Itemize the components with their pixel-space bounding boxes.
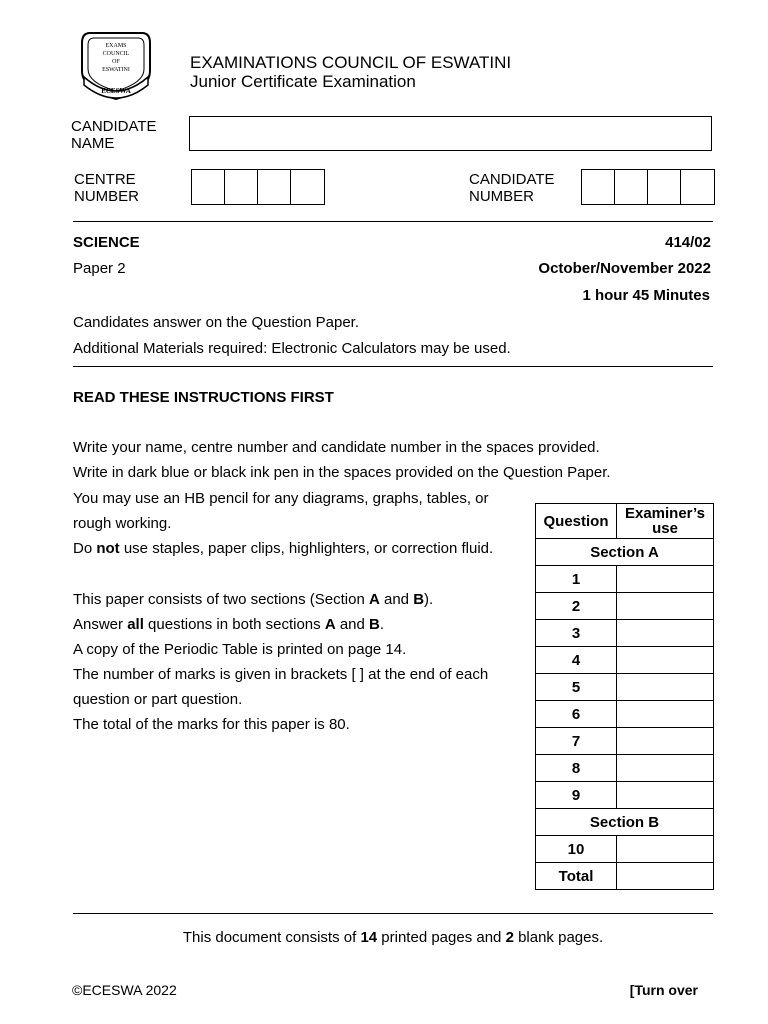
question-number: 3 [536, 620, 617, 647]
question-number: 4 [536, 647, 617, 674]
instruction-line: Write your name, centre number and candidate number in the spaces provided. [73, 439, 600, 456]
mark-cell[interactable] [617, 836, 714, 863]
question-number: 7 [536, 728, 617, 755]
mark-cell[interactable] [617, 593, 714, 620]
total-label: Total [536, 863, 617, 890]
section-b-header: Section B [536, 809, 714, 836]
question-column-header: Question [536, 504, 617, 539]
examiner-use-table [535, 503, 714, 890]
digit-box[interactable] [648, 170, 681, 204]
instruction-line: question or part question. [73, 691, 243, 708]
organisation-title: EXAMINATIONS COUNCIL OF ESWATINI [190, 53, 512, 72]
instruction-line: The number of marks is given in brackets [ ] at the end of each [73, 666, 489, 683]
question-number: 10 [536, 836, 617, 863]
duration: 1 hour 45 Minutes [582, 287, 710, 304]
copyright: ©ECESWA 2022 [72, 982, 177, 998]
candidate-name-label: CANDIDATE NAME [71, 118, 157, 152]
eceswa-logo-seal [76, 27, 156, 103]
subject: SCIENCE [73, 234, 140, 251]
svg-text:OF: OF [112, 59, 120, 65]
instruction-line: Write in dark blue or black ink pen in the spaces provided on the Question Paper. [73, 464, 611, 481]
answer-note: Candidates answer on the Question Paper. [73, 314, 360, 331]
digit-box[interactable] [258, 170, 291, 204]
digit-box[interactable] [225, 170, 258, 204]
question-number: 1 [536, 566, 617, 593]
centre-number-label: CENTRE NUMBER [74, 171, 140, 205]
paper-number: Paper 2 [73, 260, 126, 277]
materials-note: Additional Materials required: Electronic Calculators may be used. [73, 340, 511, 357]
mark-cell[interactable] [617, 782, 714, 809]
instruction-line: rough working. [73, 515, 172, 532]
svg-text:EXAMS: EXAMS [105, 43, 127, 49]
instruction-line: You may use an HB pencil for any diagrams, graphs, tables, or [73, 490, 489, 507]
examiner-column-header: Examiner’s use [617, 504, 714, 539]
instruction-line: The total of the marks for this paper is 80. [73, 716, 350, 733]
svg-text:COUNCIL: COUNCIL [102, 51, 130, 57]
instruction-line: Answer all questions in both sections A and B. [73, 616, 385, 633]
paper-code: 414/02 [665, 234, 711, 251]
instruction-line: This paper consists of two sections (Section A and B). [73, 591, 434, 608]
centre-number-boxes[interactable] [191, 169, 325, 205]
digit-box[interactable] [582, 170, 615, 204]
mark-cell[interactable] [617, 728, 714, 755]
exam-session: October/November 2022 [538, 260, 711, 277]
mark-cell[interactable] [617, 674, 714, 701]
svg-text:ECESWA: ECESWA [101, 87, 131, 95]
instruction-line: A copy of the Periodic Table is printed on page 14. [73, 641, 407, 658]
divider [73, 221, 713, 222]
section-a-header: Section A [536, 539, 714, 566]
page-count-note: This document consists of 14 printed pages and 2 blank pages. [182, 929, 604, 946]
mark-cell[interactable] [617, 755, 714, 782]
divider [73, 913, 713, 914]
question-number: 6 [536, 701, 617, 728]
digit-box[interactable] [681, 170, 714, 204]
digit-box[interactable] [615, 170, 648, 204]
question-number: 5 [536, 674, 617, 701]
mark-cell[interactable] [617, 566, 714, 593]
mark-cell[interactable] [617, 701, 714, 728]
instructions-heading: READ THESE INSTRUCTIONS FIRST [73, 389, 334, 406]
digit-box[interactable] [291, 170, 324, 204]
divider [73, 366, 713, 367]
turn-over: [Turn over [629, 982, 698, 998]
mark-cell[interactable] [617, 620, 714, 647]
question-number: 8 [536, 755, 617, 782]
question-number: 9 [536, 782, 617, 809]
total-cell[interactable] [617, 863, 714, 890]
candidate-number-boxes[interactable] [581, 169, 715, 205]
question-number: 2 [536, 593, 617, 620]
candidate-name-field[interactable] [189, 116, 712, 151]
digit-box[interactable] [192, 170, 225, 204]
examination-title: Junior Certificate Examination [190, 72, 416, 91]
candidate-number-label: CANDIDATE NUMBER [469, 171, 555, 205]
mark-cell[interactable] [617, 647, 714, 674]
svg-text:ESWATINI: ESWATINI [102, 67, 130, 73]
instruction-line: Do not use staples, paper clips, highlighters, or correction fluid. [73, 540, 494, 557]
